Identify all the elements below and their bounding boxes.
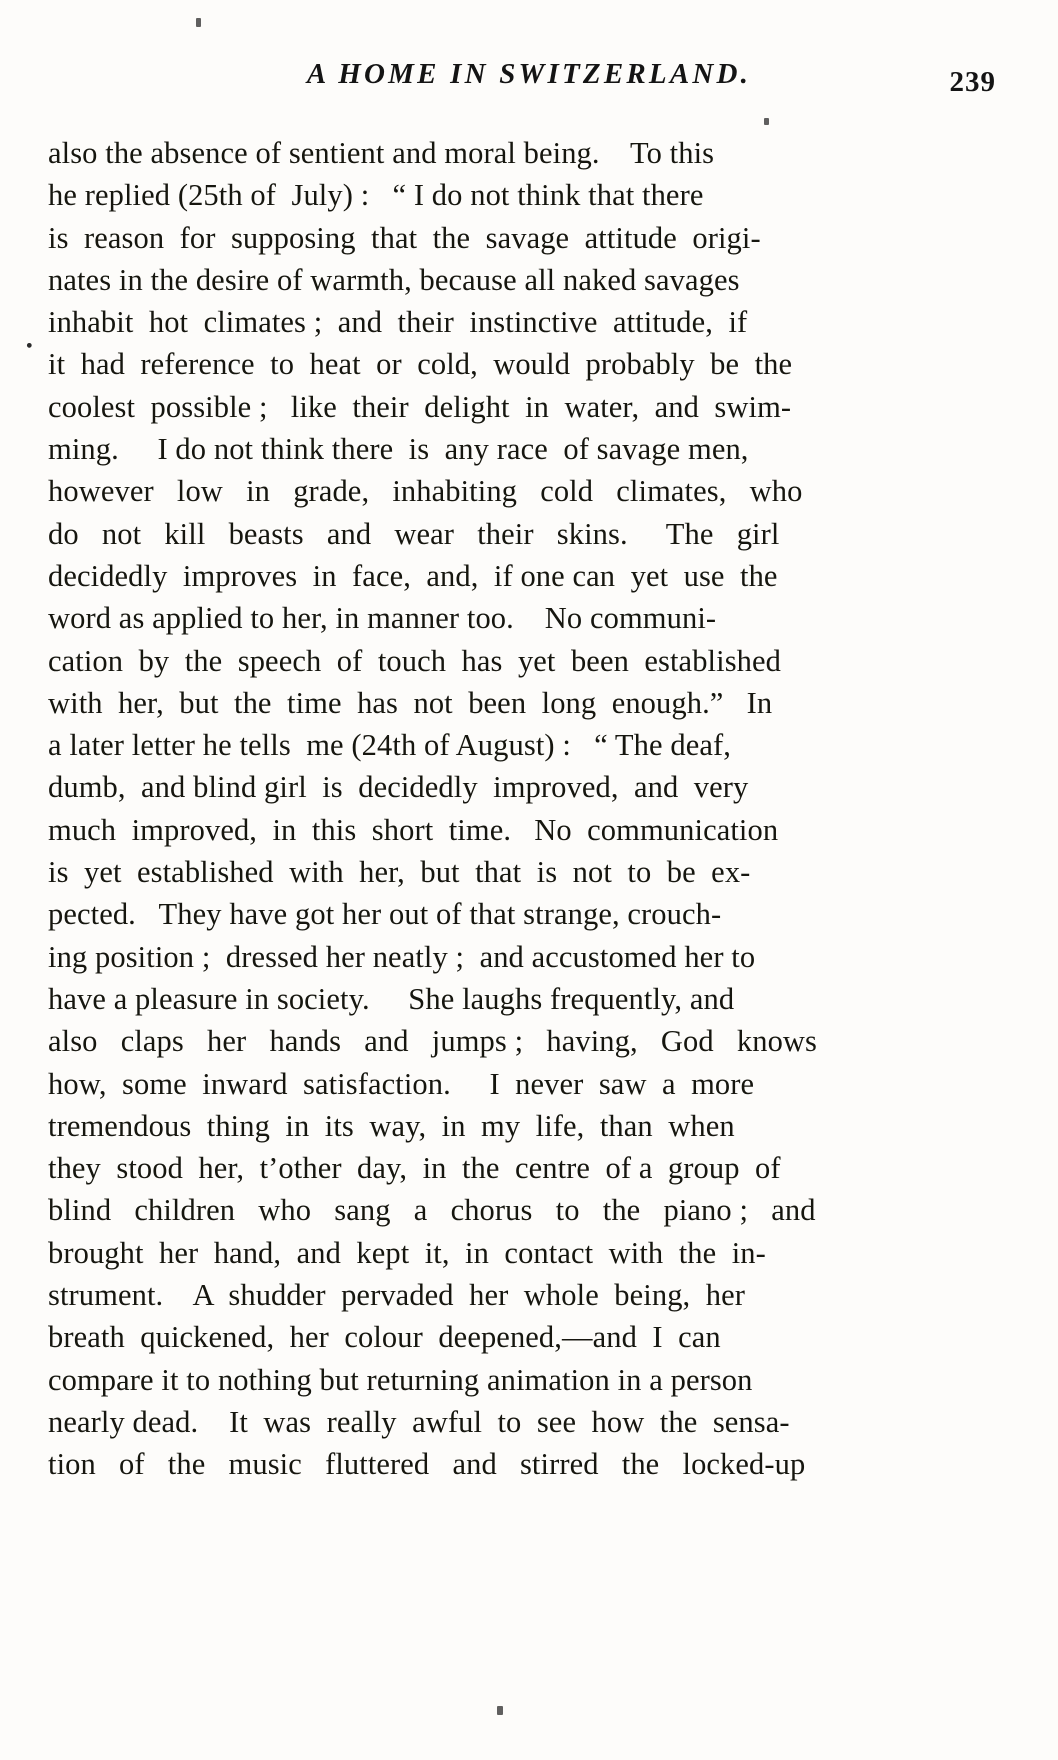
text-line: nates in the desire of warmth, because all naked savages (48, 262, 740, 297)
body-text-block (48, 132, 1010, 1486)
text-line: decidedly improves in face, and, if one can yet use the (48, 558, 778, 593)
bottom-speck-mark (497, 1706, 503, 1715)
text-line: also the absence of sentient and moral being. To this (48, 136, 715, 170)
text-line: tremendous thing in its way, in my life, than when (48, 1108, 735, 1143)
text-line: dumb, and blind girl is decidedly improved, and very (48, 770, 749, 805)
text-line: it had reference to heat or cold, would probably be the (48, 347, 793, 382)
text-line: he replied (25th of July) : “ I do not think that there (48, 178, 704, 213)
page-header (0, 58, 1058, 114)
text-line: breath quickened, her colour deepened,—and I can (48, 1320, 721, 1355)
text-line: is yet established with her, but that is not to be ex- (48, 855, 751, 890)
text-line: how, some inward satisfaction. I never saw a more (48, 1066, 755, 1101)
running-head: A HOME IN SWITZERLAND. (306, 58, 752, 90)
text-line: much improved, in this short time. No communication (48, 812, 779, 847)
text-line: ing position ; dressed her neatly ; and accustomed her to (48, 939, 756, 974)
text-line: compare it to nothing but returning animation in a person (48, 1362, 753, 1397)
text-line: nearly dead. It was really awful to see how the sensa- (48, 1404, 790, 1439)
text-line: cation by the speech of touch has yet been established (48, 643, 781, 678)
text-line: however low in grade, inhabiting cold climates, who (48, 474, 803, 509)
text-line: ming. I do not think there is any race of savage men, (48, 432, 749, 467)
text-line: brought her hand, and kept it, in contact with the in- (48, 1235, 766, 1270)
text-line: inhabit hot climates ; and their instinctive attitude, if (48, 305, 748, 340)
text-line: coolest possible ; like their delight in water, and swim- (48, 389, 792, 424)
text-line: blind children who sang a chorus to the piano ; and (48, 1193, 816, 1228)
text-line: a later letter he tells me (24th of August) : “ The deaf, (48, 728, 731, 763)
text-line: with her, but the time has not been long enough.” In (48, 685, 773, 720)
text-line: strument. A shudder pervaded her whole being, her (48, 1278, 745, 1313)
text-line: is reason for supposing that the savage attitude origi- (48, 220, 761, 255)
margin-tick-mark: • (24, 334, 35, 358)
text-line: pected. They have got her out of that strange, crouch- (48, 897, 722, 932)
text-line: tion of the music fluttered and stirred the locked-up (48, 1447, 806, 1482)
top-speck-mark (196, 18, 201, 27)
text-line: also claps her hands and jumps ; having, God knows (48, 1024, 818, 1059)
text-line: they stood her, t’other day, in the centre of a group of (48, 1151, 781, 1186)
header-speck-mark (764, 118, 769, 125)
text-line: do not kill beasts and wear their skins. The girl (48, 516, 780, 551)
text-line: word as applied to her, in manner too. No communi- (48, 601, 717, 636)
text-line: have a pleasure in society. She laughs frequently, and (48, 981, 735, 1016)
page-number: 239 (949, 66, 996, 98)
